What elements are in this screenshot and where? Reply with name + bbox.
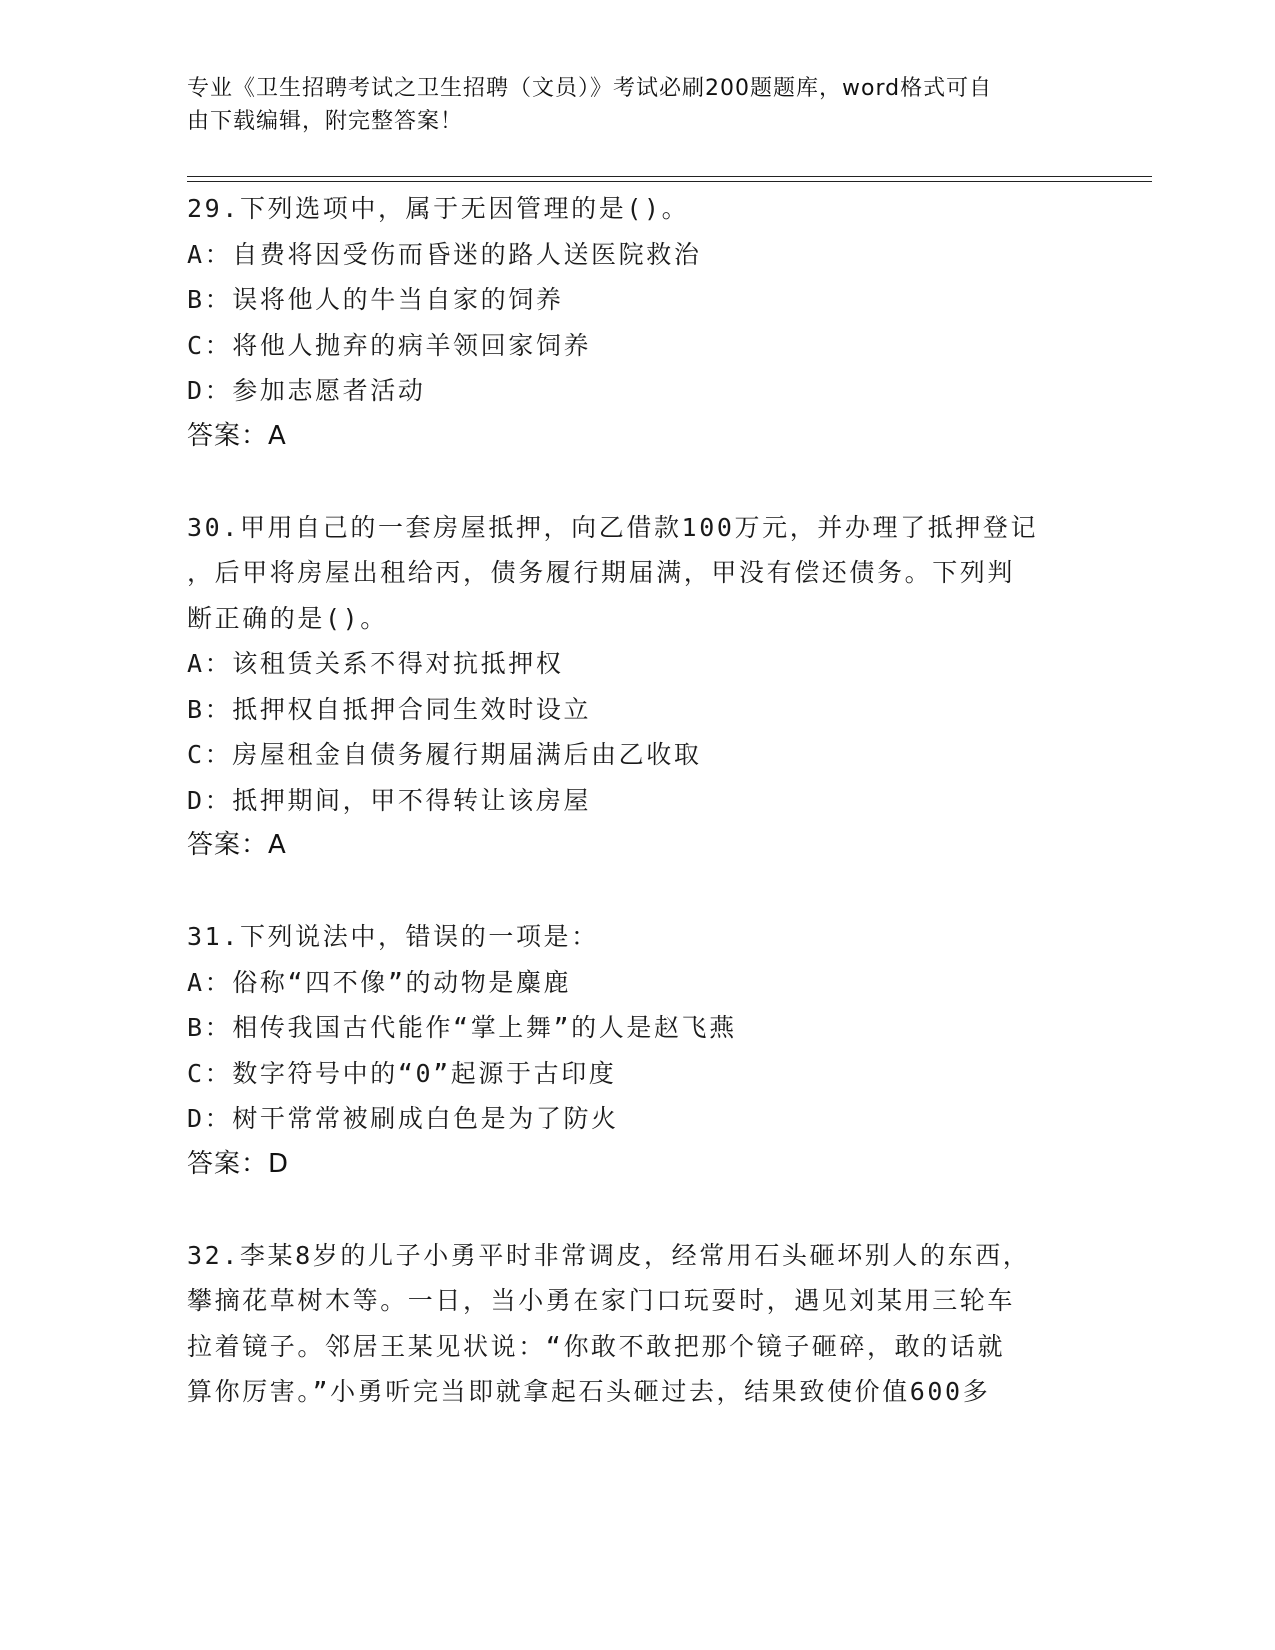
option-d: D：参加志愿者活动 xyxy=(187,376,426,405)
option-a: A：俗称“四不像”的动物是麋鹿 xyxy=(187,967,572,997)
option-a: A：自费将因受伤而昏迷的路人送医院救治 xyxy=(187,239,702,269)
header-line-1: 专业《卫生招聘考试之卫生招聘（文员）》考试必刷200题题库，word格式可自 xyxy=(187,76,993,101)
question-29 xyxy=(187,186,1087,459)
question-stem: 攀摘花草树木等。一日，当小勇在家门口玩耍时，遇见刘某用三轮车 xyxy=(187,1286,1016,1315)
option-b: B：相传我国古代能作“掌上舞”的人是赵飞燕 xyxy=(187,1013,737,1042)
header-divider-thick xyxy=(187,181,1152,182)
header-divider-thin xyxy=(187,176,1152,177)
option-b: B：误将他人的牛当自家的饲养 xyxy=(187,285,564,314)
question-stem: 断正确的是()。 xyxy=(187,603,388,633)
question-stem: 拉着镜子。邻居王某见状说：“你敢不敢把那个镜子砸碎，敢的话就 xyxy=(187,1331,1006,1361)
question-stem: 29.下列选项中，属于无因管理的是()。 xyxy=(187,194,690,223)
question-stem: 32.李某8岁的儿子小勇平时非常调皮，经常用石头砸坏别人的东西， xyxy=(187,1240,1031,1270)
question-32 xyxy=(187,1233,1087,1415)
question-stem: 31.下列说法中，错误的一项是： xyxy=(187,922,599,951)
question-spacer xyxy=(187,1187,1087,1233)
question-spacer xyxy=(187,869,1087,915)
option-d: D：抵押期间，甲不得转让该房屋 xyxy=(187,785,592,815)
option-a: A：该租赁关系不得对抗抵押权 xyxy=(187,649,564,678)
question-spacer xyxy=(187,459,1087,505)
question-30 xyxy=(187,505,1087,869)
answer-line: 答案：A xyxy=(187,420,287,451)
option-b: B：抵押权自抵押合同生效时设立 xyxy=(187,694,592,724)
document-header xyxy=(187,72,1067,138)
question-list xyxy=(187,186,1087,1415)
header-line-2: 由下载编辑，附完整答案！ xyxy=(187,109,464,134)
question-stem: 30.甲用自己的一套房屋抵押，向乙借款100万元，并办理了抵押登记 xyxy=(187,512,1039,542)
question-31 xyxy=(187,914,1087,1187)
answer-line: 答案：D xyxy=(187,1148,290,1179)
answer-line: 答案：A xyxy=(187,830,287,860)
option-c: C：将他人抛弃的病羊领回家饲养 xyxy=(187,330,592,360)
option-c: C：房屋租金自债务履行期届满后由乙收取 xyxy=(187,740,702,769)
option-d: D：树干常常被刷成白色是为了防火 xyxy=(187,1104,619,1133)
question-stem: ，后甲将房屋出租给丙，债务履行期届满，甲没有偿还债务。下列判 xyxy=(187,558,1016,587)
option-c: C：数字符号中的“0”起源于古印度 xyxy=(187,1058,617,1088)
question-stem: 算你厉害。”小勇听完当即就拿起石头砸过去，结果致使价值600多 xyxy=(187,1377,991,1406)
